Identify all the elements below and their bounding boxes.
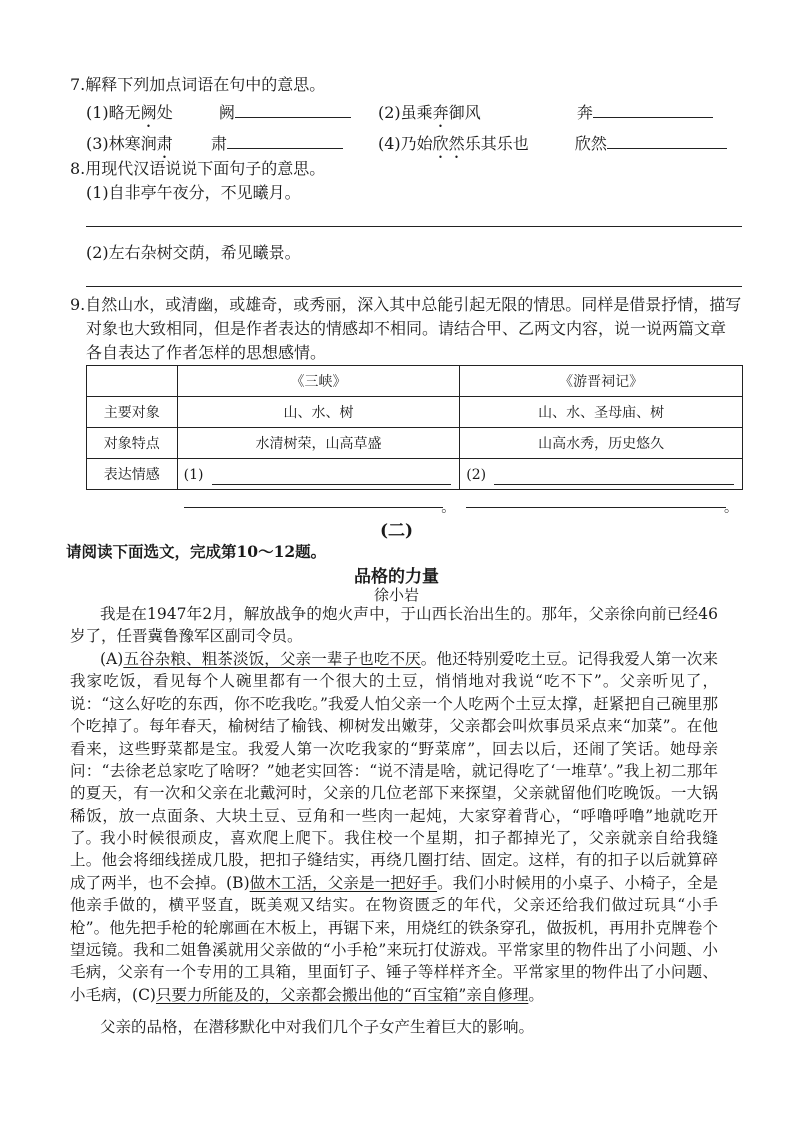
table-cell: 水清树荣，山高草盛 xyxy=(177,428,460,459)
table-row xyxy=(87,397,743,428)
passage-author-wrap xyxy=(0,584,793,605)
table-corner xyxy=(87,366,178,397)
paragraph-2: (A)五谷杂粮、粗茶淡饭，父亲一辈子也吃不厌。他还特别爱吃土豆。记得我爱人第一次来我家吃饭，看见每个人碗里都有一个很大的土豆，悄悄地对我说“吃不下”。父亲听见了，说：“这么好吃的东西，你不吃我吃。”我爱人怕父亲一个人吃两个土豆太撑，赶紧把自己碗里那个吃掉了。每年春天，榆树结了榆钱、柳树发出嫩芽，父亲都会叫炊事员采点来“加菜”。在他看来，这些野菜都是宝。我爱人第一次吃我家的“野菜席”，回去以后，还闹了笑话。她母亲问：“去徐老总家吃了啥呀？”她老实回答：“说不清是啥，就记得吃了‘一堆草’。”我上初二那年的夏天，有一次和父亲在北戴河时，父亲的几位老部下来探望，父亲就留他们吃晚饭。一大锅稀饭，放一点面条、大块土豆、豆角和一些肉一起炖，大家穿着背心，“呼噜呼噜”地就吃开了。 xyxy=(70,650,718,848)
table-header-row xyxy=(87,366,743,397)
q7-item-4: (4)乃始欣然乐其乐也 欣然 xyxy=(378,132,727,162)
q7-answer-3[interactable] xyxy=(227,132,343,149)
paragraph-4: 父亲的品格，在潜移默化中对我们几个子女产生着巨大的影响。 xyxy=(100,1018,535,1036)
q7-item-3: (3)林寒涧肃 肃 xyxy=(86,132,343,162)
comparison-table xyxy=(86,365,743,516)
q7-item-2: (2)虽乘奔御风 奔 xyxy=(378,101,713,131)
table-row-head: 对象特点 xyxy=(87,428,178,459)
table-cell: 山、水、树 xyxy=(177,397,460,428)
q8-answer-line-1[interactable] xyxy=(86,226,742,227)
q9-stem-line-2: 对象也大致相同，但是作者表达的情感却不相同。请结合甲、乙两文内容，说一说两篇文章 xyxy=(86,319,727,338)
underline-b: 做木工活，父亲是一把好手 xyxy=(249,873,438,892)
q8-sentence-1: (1)自非亭午夜分，不见曦月。 xyxy=(86,183,301,202)
emotion-answer-b[interactable]: (2) 。 xyxy=(460,459,743,490)
q7-answer-2[interactable] xyxy=(593,101,713,118)
q9-stem-line-3: 各自表达了作者怎样的思想感情。 xyxy=(86,343,327,362)
paragraph-1: 我是在1947年2月，解放战争的炮火声中，于山西长治出生的。那年，父亲徐向前已经46岁了，任晋冀鲁豫军区副司令员。 xyxy=(70,605,718,646)
q8-stem: 8.用现代汉语说说下面句子的意思。 xyxy=(70,159,326,178)
q7-answer-4[interactable] xyxy=(607,132,727,149)
q9-stem-line-1: 9.自然山水，或清幽，或雄奇，或秀丽，深入其中总能引起无限的情思。同样是借景抒情，描写 xyxy=(70,295,742,314)
q8-sentence-2: (2)左右杂树交荫，希见曦景。 xyxy=(86,243,301,262)
table-row xyxy=(87,428,743,459)
table-emotion-row xyxy=(87,459,743,490)
table-col-a-title: 《三峡》 xyxy=(177,366,460,397)
paragraph-3: 我小时候很顽皮，喜欢爬上爬下。我住校一个星期，扣子都掉光了，父亲就亲自给我缝上。他会将细线搓成几股，把扣子缝结实，再绕几圈打结、固定。这样，有的扣子以后就算碎成了两半，也不会掉。(B)做木工活，父亲是一把好手。我们小时候用的小桌子、小椅子，全是他亲手做的，横平竖直，既美观又结实。在物资匮乏的年代，父亲还给我们做过玩具“小手枪”。他先把手枪的轮廓画在木板上，再锯下来，用烧红的铁条穿孔，做扳机，再用扑克牌卷个望远镜。我和二姐鲁溪就用父亲做的“小手枪”来玩打仗游戏。平常家里的物件出了小问题、小毛病，父亲有一个专用的工具箱，里面钉子、锤子等样样齐全。平常家里的物件出了小问题、小毛病，(C)只要力所能及的，父亲都会搬出他的“百宝箱”亲自修理。 xyxy=(70,829,718,1004)
section-instruction: 请阅读下面选文，完成第10～12题。 xyxy=(66,542,327,561)
q7-answer-1[interactable] xyxy=(235,101,351,118)
table-cell: 山、水、圣母庙、树 xyxy=(460,397,743,428)
table-row-head: 表达情感 xyxy=(87,459,178,490)
underline-c: 只要力所能及的，父亲都会搬出他的“百宝箱”亲自修理 xyxy=(155,985,529,1004)
q7-stem: 7.解释下列加点词语在句中的意思。 xyxy=(70,75,326,94)
passage-author: 徐小岩 xyxy=(373,586,419,604)
passage-title: 品格的力量 xyxy=(354,567,439,587)
emotion-answer-a[interactable]: (1) 。 xyxy=(177,459,460,490)
table-row-head: 主要对象 xyxy=(87,397,178,428)
q8-answer-line-2[interactable] xyxy=(86,286,742,287)
table-cell: 山高水秀，历史悠久 xyxy=(460,428,743,459)
section-number: (二) xyxy=(379,521,414,541)
table-col-b-title: 《游晋祠记》 xyxy=(460,366,743,397)
q7-item-1: (1)略无阙处 阙 xyxy=(86,101,351,131)
underline-a: 五谷杂粮、粗茶淡饭，父亲一辈子也吃不厌 xyxy=(123,650,421,668)
